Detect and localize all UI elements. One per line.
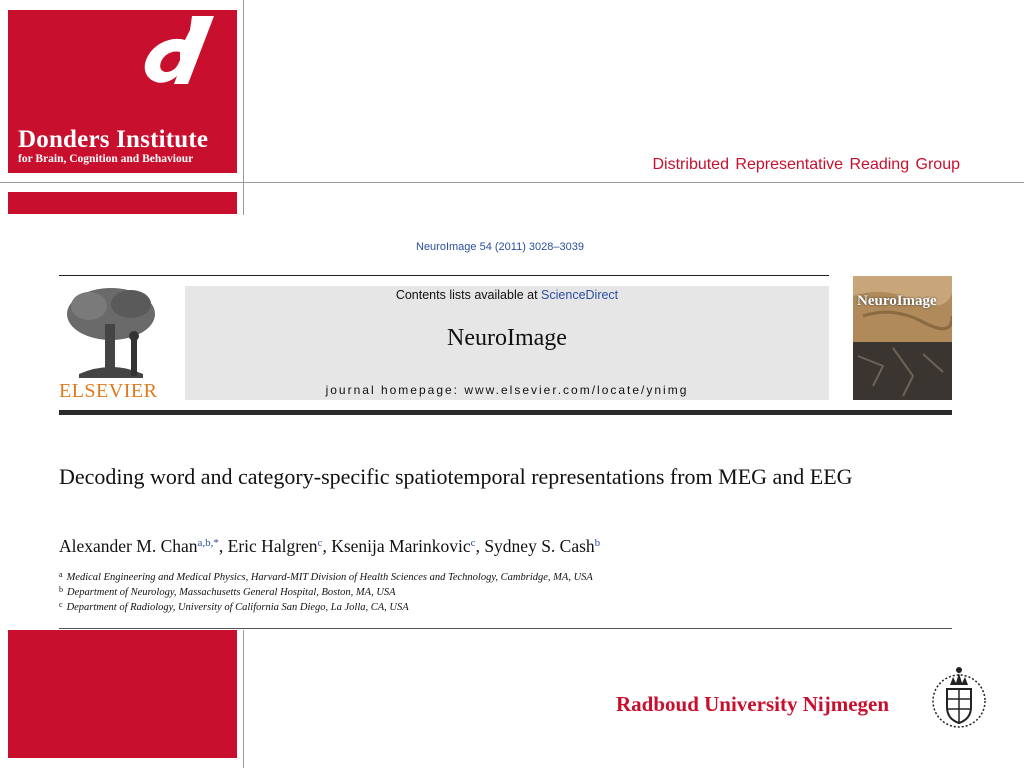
- author-name: Ksenija Marinkovic: [331, 536, 471, 556]
- paper-top-rule: [59, 275, 829, 276]
- publisher-name: ELSEVIER: [59, 380, 158, 402]
- group-label: Distributed Representative Reading Group: [652, 156, 960, 173]
- red-accent-bar-bottom: [8, 630, 237, 758]
- author-name: Alexander M. Chan: [59, 536, 198, 556]
- university-name: Radboud University Nijmegen: [616, 692, 890, 716]
- journal-homepage: journal homepage: www.elsevier.com/locate/ynimg: [325, 383, 689, 397]
- author-name: Eric Halgren: [227, 536, 318, 556]
- affiliation-text: Department of Radiology, University of California San Diego, La Jolla, CA, USA: [66, 602, 409, 613]
- paper-bottom-rule: [59, 628, 952, 629]
- institute-subtitle: for Brain, Cognition and Behaviour: [18, 153, 194, 165]
- author-separator: ,: [475, 536, 485, 556]
- affiliation: [59, 570, 593, 583]
- author-separator: ,: [322, 536, 332, 556]
- author-list: [59, 536, 600, 557]
- affiliation-mark: c: [59, 600, 63, 609]
- vertical-divider-lower: [243, 630, 244, 768]
- author-separator: ,: [218, 536, 228, 556]
- author-affiliation-mark[interactable]: b: [594, 537, 601, 549]
- affiliation-mark: a: [59, 570, 63, 579]
- contents-prefix: Contents lists available at: [395, 288, 542, 302]
- header-divider: [0, 182, 1024, 183]
- author-name: Sydney S. Cash: [484, 536, 595, 556]
- affiliation-text: Department of Neurology, Massachusetts General Hospital, Boston, MA, USA: [67, 587, 396, 598]
- donders-d-logo-icon: [140, 10, 240, 90]
- author-affiliation-mark[interactable]: a,b,*: [197, 537, 219, 549]
- cover-title: NeuroImage: [857, 293, 937, 309]
- journal-name: NeuroImage: [447, 325, 567, 351]
- red-accent-bar-top: [8, 192, 237, 214]
- author-affiliation-mark[interactable]: c: [470, 537, 476, 549]
- article-title: Decoding word and category-specific spatiotemporal representations from MEG and EEG: [59, 464, 853, 489]
- radboud-seal-icon: [930, 663, 988, 733]
- sciencedirect-link[interactable]: ScienceDirect: [541, 288, 619, 302]
- institute-name: Donders Institute: [18, 126, 209, 153]
- paper-thick-rule: [59, 410, 952, 415]
- journal-reference: NeuroImage 54 (2011) 3028–3039: [416, 241, 584, 253]
- affiliation-text: Medical Engineering and Medical Physics, Harvard-MIT Division of Health Sciences and Technology, Cambridge, MA, USA: [66, 572, 593, 583]
- affiliation: [59, 585, 396, 598]
- author-affiliation-mark[interactable]: c: [317, 537, 323, 549]
- affiliation-mark: b: [59, 585, 63, 594]
- affiliation: [59, 600, 409, 613]
- contents-line: [185, 288, 829, 302]
